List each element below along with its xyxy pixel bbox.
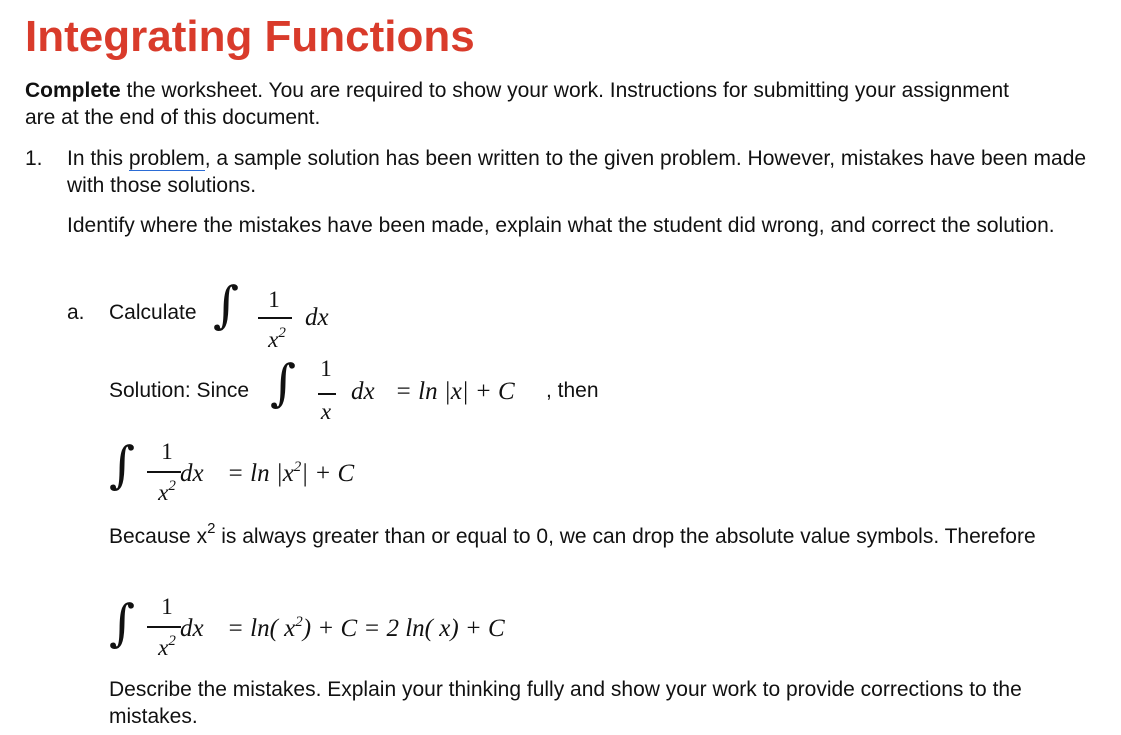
fraction-denominator: $x^2$ [158, 633, 176, 660]
fraction-numerator: 1 [268, 287, 280, 312]
explanation-text: Because $x^2$ is always greater than or equal to 0, we can drop the absolute value symbols. Therefore [109, 520, 1036, 548]
question-text [67, 145, 1097, 199]
integral-sign: ∫ [213, 276, 240, 334]
question-text-end: , a sample solution has been written to the given problem. However, mistakes have been made with those solutions. [67, 147, 1087, 197]
dx-term: dx [180, 460, 204, 487]
then-label: , then [546, 379, 599, 402]
question-text-start: In this [67, 147, 129, 170]
spellcheck-word: problem [128, 147, 205, 170]
dx-term: dx [180, 615, 204, 642]
part-label: a. [67, 301, 85, 324]
equation-rhs: = ln( $x^2) + C = 2$ ln( x) + C [227, 614, 505, 642]
integral-sign: ∫ [270, 354, 297, 412]
fraction-bar [258, 317, 292, 319]
equation-rhs: = ln |x| + C [395, 378, 515, 405]
solution-label: Solution: Since [109, 379, 250, 402]
task-instructions: Describe the mistakes. Explain your thinking fully and show your work to provide corrections to the mistakes. [109, 678, 1022, 728]
question-instructions: Identify where the mistakes have been made, explain what the student did wrong, and correct the solution. [67, 214, 1055, 237]
dx-term: dx [305, 304, 329, 331]
question-number: 1. [25, 147, 43, 170]
fraction-numerator: 1 [320, 356, 332, 381]
fraction-denominator: $x^2$ [268, 325, 286, 352]
fraction-bar [318, 393, 336, 395]
fraction-denominator: $x^2$ [158, 478, 176, 505]
fraction-numerator: 1 [161, 594, 173, 619]
intro-bold: Complete [25, 79, 121, 102]
fraction-bar [147, 471, 181, 473]
integral-sign: ∫ [109, 594, 136, 652]
calculate-label: Calculate [109, 301, 197, 324]
dx-term: dx [351, 378, 375, 405]
equation-rhs: = $\ln |x^2| + C$ [227, 459, 355, 487]
page-title: Integrating Functions [25, 12, 475, 61]
fraction-numerator: 1 [161, 439, 173, 464]
integral-sign: ∫ [109, 436, 136, 494]
intro-paragraph [25, 77, 1025, 131]
fraction-denominator: x [320, 399, 332, 424]
fraction-bar [147, 626, 181, 628]
intro-text: the worksheet. You are required to show your work. Instructions for submitting your assignment are at the end of this document. [25, 79, 1009, 129]
